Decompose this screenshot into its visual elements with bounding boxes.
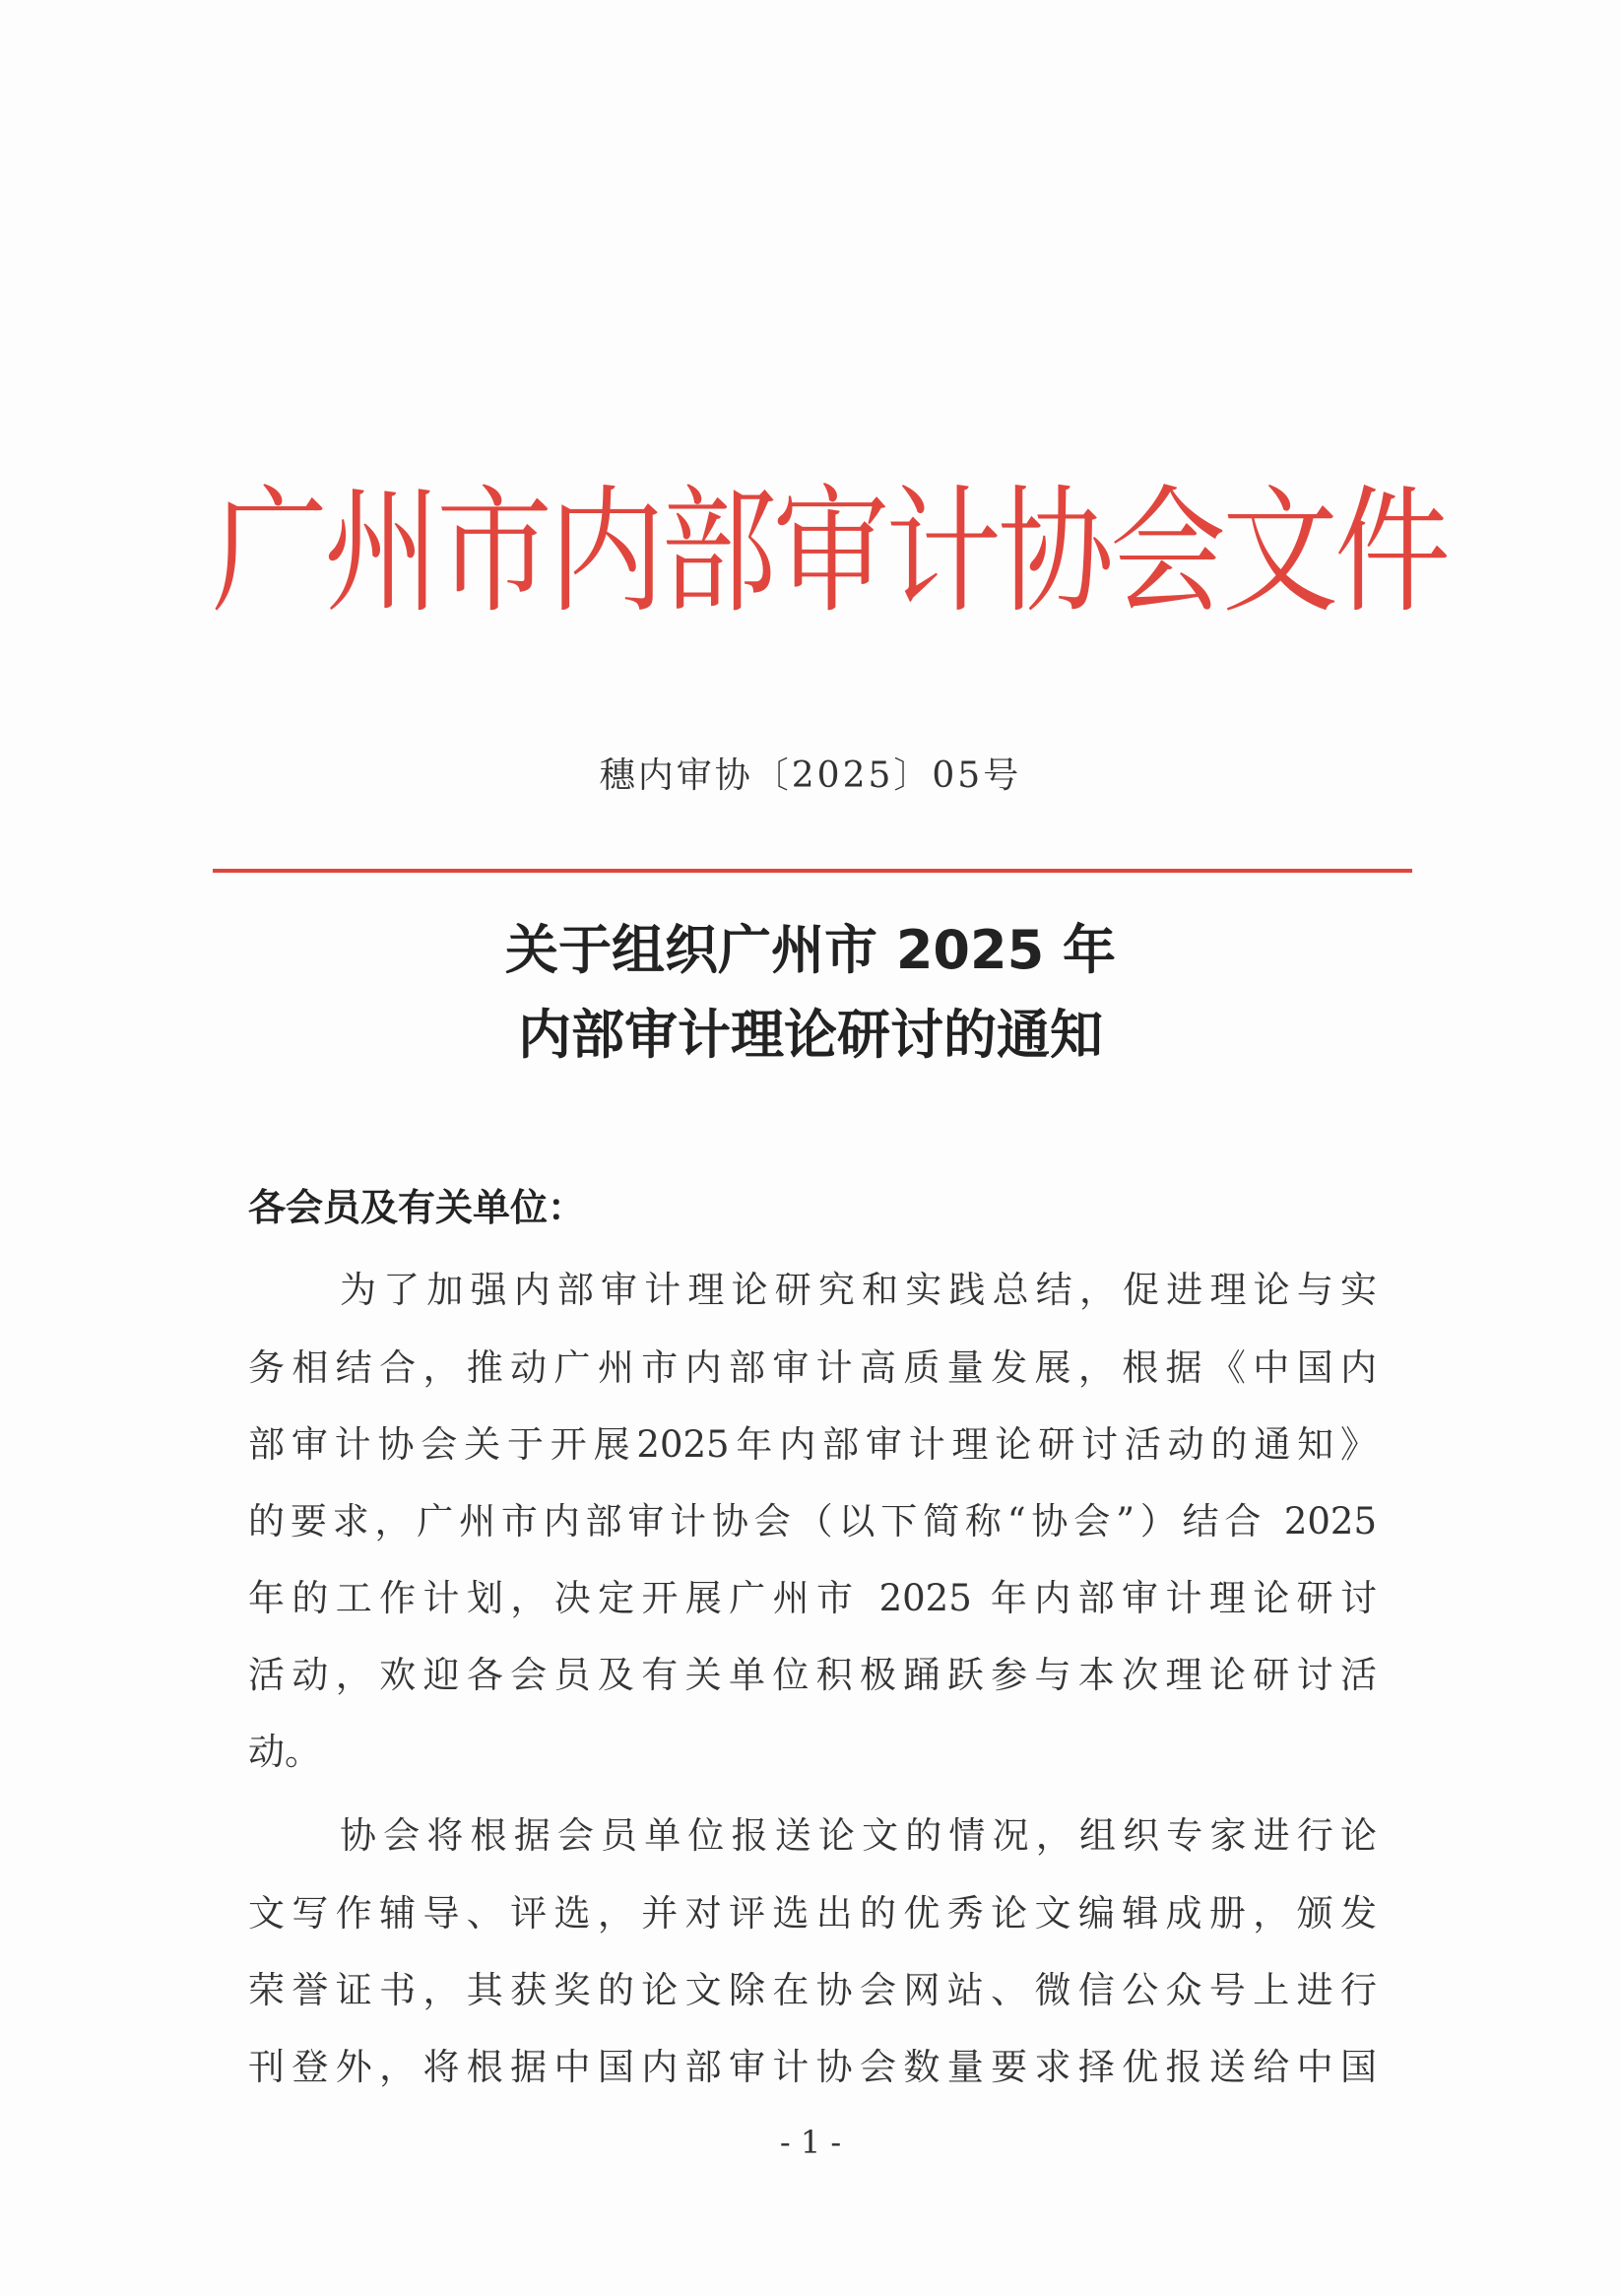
salutation: 各会员及有关单位： [248, 1186, 586, 1229]
paragraph-line: 务相结合，推动广州市内部审计高质量发展，根据《中国内 [248, 1346, 1377, 1389]
paragraph-line: 部审计协会关于开展2025年内部审计理论研讨活动的通知》 [248, 1423, 1377, 1466]
paragraph-line: 文写作辅导、评选，并对评选出的优秀论文编辑成册，颁发 [248, 1892, 1377, 1935]
notice-title-line-1: 关于组织广州市 2025 年 [505, 919, 1116, 981]
paragraph-line: 的要求，广州市内部审计协会（以下简称“协会”）结合 2025 [248, 1500, 1377, 1542]
page-number: - 1 - [779, 2124, 842, 2161]
red-separator-line [213, 869, 1412, 873]
notice-title-line-2: 内部审计理论研讨的通知 [518, 1004, 1103, 1066]
document-number: 穗内审协〔2025〕05号 [599, 755, 1022, 796]
paragraph-line: 荣誉证书，其获奖的论文除在协会网站、微信公众号上进行 [248, 1969, 1377, 2011]
masthead-title: 广州市内部审计协会文件 [212, 471, 1448, 632]
paragraph-line: 刊登外，将根据中国内部审计协会数量要求择优报送给中国 [248, 2046, 1377, 2088]
paragraph-line: 协会将根据会员单位报送论文的情况，组织专家进行论 [340, 1814, 1377, 1857]
paragraph-line: 动。 [248, 1731, 321, 1773]
paragraph-line: 为了加强内部审计理论研究和实践总结，促进理论与实 [340, 1269, 1377, 1311]
paragraph-line: 年的工作计划，决定开展广州市 2025 年内部审计理论研讨 [248, 1577, 1377, 1619]
paragraph-line: 活动，欢迎各会员及有关单位积极踊跃参与本次理论研讨活 [248, 1654, 1377, 1696]
